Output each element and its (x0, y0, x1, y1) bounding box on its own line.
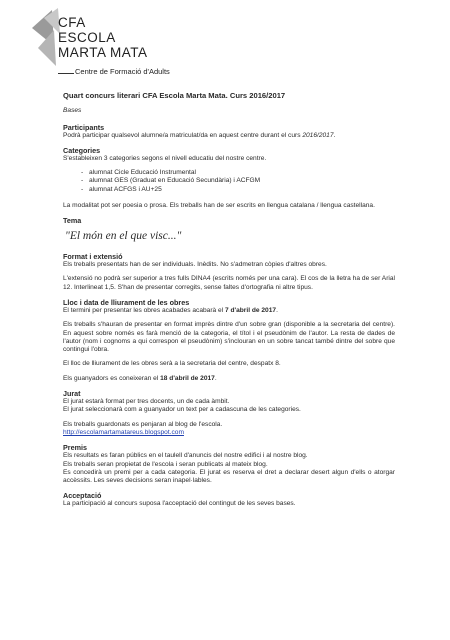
acceptacio-heading: Acceptació (63, 491, 102, 501)
logo-underline (58, 73, 74, 74)
winners-text-part: Els guanyadors es coneixeran el (63, 374, 161, 382)
logo-subtitle: Centre de Formació d'Adults (75, 67, 170, 76)
lloc-heading: Lloc i data de lliurament de les obres (63, 297, 190, 307)
school-logo (32, 8, 242, 86)
document-body (63, 92, 395, 515)
deadline-date: 7 d'abril de 2017 (225, 306, 277, 314)
logo-line-3: MARTA MATA (58, 45, 148, 60)
deadline-text (63, 307, 395, 315)
list-item: - alumnat Cicle Educació Instrumental (89, 169, 395, 177)
premis-line-2: Els treballs seran propietat de l'escola i seran publicats al mateix blog. (63, 460, 268, 468)
modality-text: La modalitat pot ser poesia o prosa. Els treballs han de ser escrits en llengua catalana / llengua castellana. (63, 201, 375, 209)
format-heading: Format i extensió (63, 252, 123, 262)
format-text-1: Els treballs presentats han de ser individuals. Inèdits. No s'admetran còpies d'altres obres. (63, 261, 327, 269)
premis-line-1: Els resultats es faran públics en el taulell d'anuncis del nostre edifici i al nostre blog. (63, 452, 308, 460)
categories-list (63, 169, 395, 194)
deadline-text-end: . (276, 306, 278, 314)
winners-text-end: . (214, 374, 217, 382)
jurat-line-3: Els treballs guardonats es penjaran al blog de l'escola. (63, 420, 223, 428)
participants-heading: Participants (63, 122, 105, 132)
document-title: Quart concurs literari CFA Escola Marta Mata. Curs 2016/2017 (63, 91, 286, 100)
list-item: - alumnat ACFGS i AU+25 (89, 186, 395, 194)
format-text-2: L'extensió no podrà ser superior a tres fulls DINA4 (escrits només per una cara). El cos de la lletra ha de ser Arial 12. Interlineat 1,5. S'han de presentar corregits, sense faltes d'ortografia ni altre tipus. (63, 275, 395, 291)
participants-text-end: . (333, 131, 336, 139)
bases-label: Bases (63, 107, 82, 115)
categories-heading: Categories (63, 145, 101, 155)
winners-date: 18 d'abril de 2017 (160, 374, 215, 382)
blog-link[interactable]: http://escolamartamatareus.blogspot.com (63, 428, 184, 436)
jurat-line-1: El jurat estarà format per tres docents, un de cada àmbit. (63, 398, 230, 406)
deadline-text-part: El termini per presentar les obres acabades acabarà el (63, 306, 226, 314)
jurat-line-2: El jurat seleccionarà com a guanyador un text per a cadascuna de les categories. (63, 406, 301, 414)
participants-course: 2016/2017 (302, 131, 334, 139)
jurat-heading: Jurat (63, 389, 81, 399)
submission-text: Els treballs s'hauran de presentar en format imprès dintre d'un sobre gran (disponible a la secretaria del centre). En aquest sobre només es farà menció de la categoria, el títol i el pseudònim de l'autor. La resta de dades de l'autor (nom i cognoms a qui correspon el pseudònim) s'inclouran en un sobre tancat també dintre del sobre que contingui l'obra. (63, 321, 395, 354)
tema-quote: "El món en el que visc..." (65, 230, 182, 243)
tema-heading: Tema (63, 216, 82, 226)
location-text: El lloc de lliurament de les obres serà a la secretaria del centre, despatx 8. (63, 360, 281, 368)
winners-text (63, 375, 395, 383)
logo-line-1: CFA (58, 15, 86, 30)
blog-link-row (63, 429, 395, 437)
participants-text-part: Podrà participar qualsevol alumne/a matriculat/da en aquest centre durant el curs (63, 131, 303, 139)
logo-line-2: ESCOLA (58, 30, 116, 45)
participants-text (63, 132, 395, 140)
list-item: - alumnat GES (Graduat en Educació Secundària) i ACFGM (89, 177, 395, 185)
categories-intro: S'estableixen 3 categories segons el nivell educatiu del nostre centre. (63, 154, 267, 162)
acceptacio-text: La participació al concurs suposa l'acceptació del contingut de les seves bases. (63, 500, 296, 508)
premis-line-3: Es concedirà un premi per a cada categoria. El jurat es reserva el dret a declarar desert algun d'ells o atorgar accèssits. Les seves decisions seran inapel·lables. (63, 468, 395, 485)
premis-heading: Premis (63, 443, 87, 453)
